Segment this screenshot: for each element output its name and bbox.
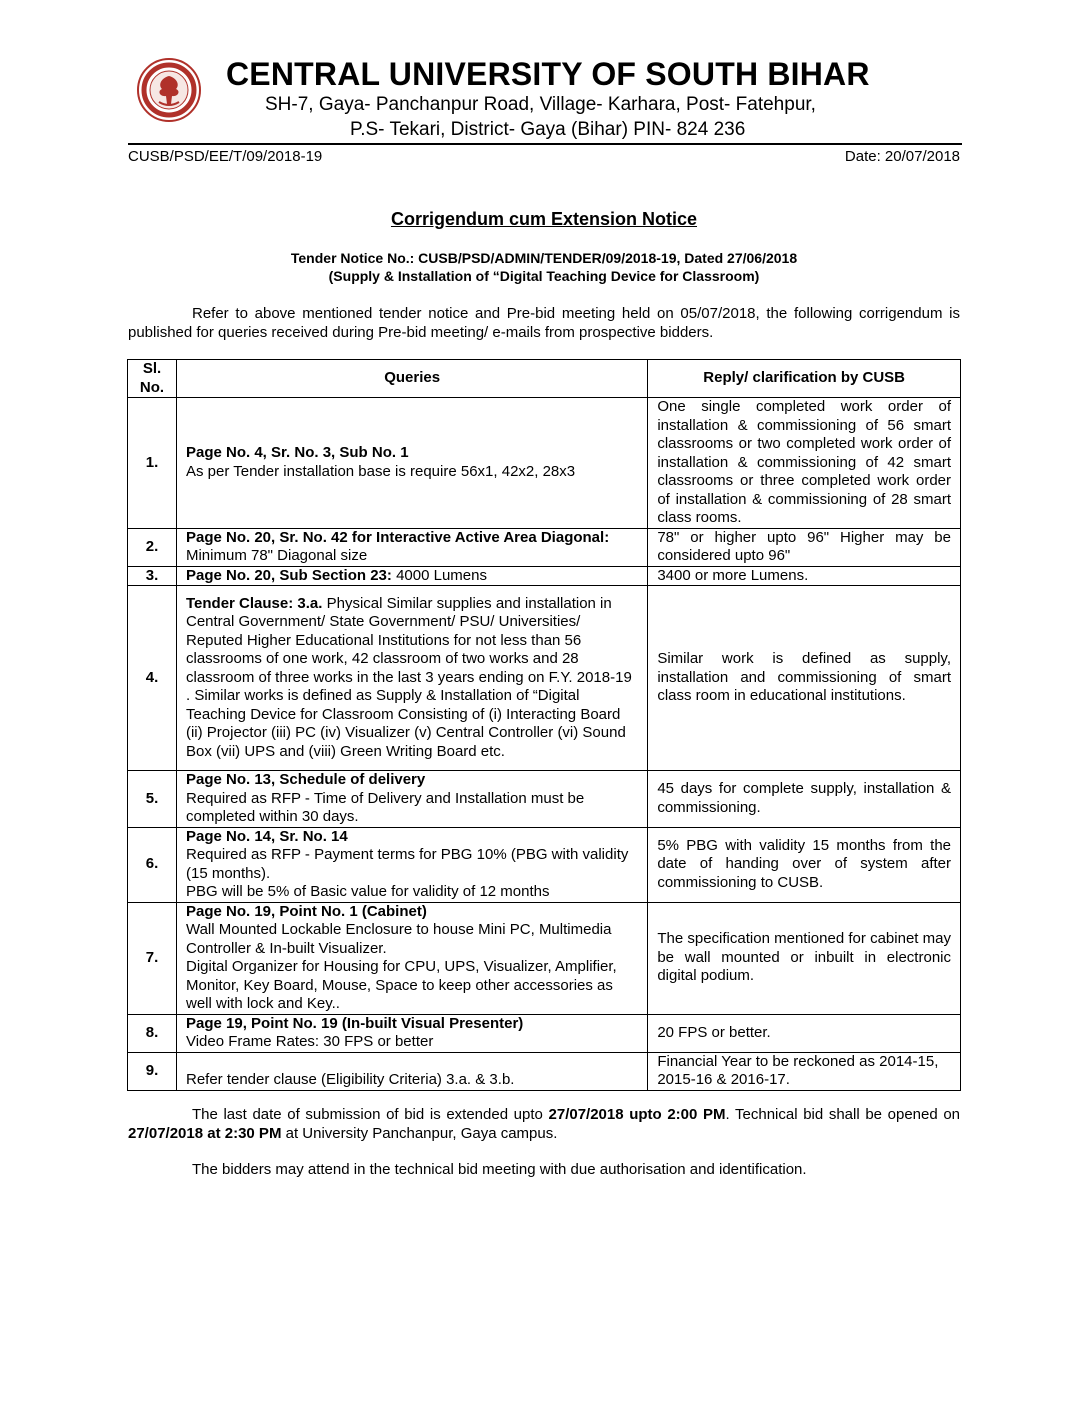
query-heading: Page No. 20, Sr. No. 42 for Interactive Active Area Diagonal: bbox=[185, 528, 610, 546]
query-heading: Tender Clause: 3.a. bbox=[185, 594, 323, 612]
row-query bbox=[176, 1014, 647, 1052]
notice-title: Corrigendum cum Extension Notice bbox=[390, 209, 698, 229]
query-heading: Page 19, Point No. 19 (In-built Visual Presenter) bbox=[185, 1014, 524, 1032]
row-query bbox=[176, 566, 647, 586]
row-reply: 45 days for complete supply, installation & commissioning. bbox=[648, 771, 961, 828]
table-row bbox=[128, 528, 961, 566]
row-reply: Financial Year to be reckoned as 2014-15, 2015-16 & 2016-17. bbox=[648, 1052, 961, 1090]
header-sl-no: Sl. No. bbox=[128, 360, 177, 398]
row-sl-no: 6. bbox=[128, 827, 177, 902]
query-text: Wall Mounted Lockable Enclosure to house Mini PC, Multimedia Controller & In-built Visualizer. bbox=[185, 921, 612, 957]
header-queries: Queries bbox=[176, 360, 647, 398]
query-text: As per Tender installation base is require 56x1, 42x2, 28x3 bbox=[185, 462, 576, 480]
table-row bbox=[128, 566, 961, 586]
submission-deadline: 27/07/2018 upto 2:00 PM bbox=[548, 1106, 726, 1123]
query-text: Refer tender clause (Eligibility Criteria) 3.a. & 3.b. bbox=[185, 1071, 515, 1088]
intro-paragraph: Refer to above mentioned tender notice and Pre-bid meeting held on 05/07/2018, the following corrigendum is published for queries received during Pre-bid meeting/ e-mails from prospective bidders. bbox=[128, 305, 960, 341]
table-row bbox=[128, 771, 961, 828]
notice-date: Date: 20/07/2018 bbox=[844, 148, 960, 165]
final-note: The bidders may attend in the technical bid meeting with due authorisation and identification. bbox=[192, 1161, 807, 1178]
row-reply: 3400 or more Lumens. bbox=[648, 566, 961, 586]
queries-table bbox=[127, 359, 961, 1091]
table-header-row bbox=[128, 360, 961, 398]
row-sl-no: 4. bbox=[128, 586, 177, 771]
row-reply: 5% PBG with validity 15 months from the date of handing over of system after commissioning to CUSB. bbox=[648, 827, 961, 902]
query-heading: Page No. 20, Sub Section 23: bbox=[185, 566, 392, 584]
table-row bbox=[128, 902, 961, 1014]
university-seal-icon bbox=[137, 58, 201, 122]
query-heading: Page No. 19, Point No. 1 (Cabinet) bbox=[185, 902, 427, 920]
query-text: Digital Organizer for Housing for CPU, UPS, Visualizer, Amplifier, Monitor, Key Board, Mouse, Space to keep other accessories as well with lock and Key.. bbox=[185, 958, 617, 1012]
table-row bbox=[128, 1052, 961, 1090]
query-heading: Page No. 14, Sr. No. 14 bbox=[185, 827, 348, 845]
row-reply: 20 FPS or better. bbox=[648, 1014, 961, 1052]
row-sl-no: 3. bbox=[128, 566, 177, 586]
reference-number: CUSB/PSD/EE/T/09/2018-19 bbox=[128, 148, 323, 165]
table-row bbox=[128, 398, 961, 529]
query-text: 4000 Lumens bbox=[396, 566, 487, 584]
table-row bbox=[128, 1014, 961, 1052]
row-sl-no: 7. bbox=[128, 902, 177, 1014]
technical-bid-opening: 27/07/2018 at 2:30 PM bbox=[128, 1125, 282, 1142]
header-divider bbox=[128, 143, 962, 145]
address-line-2: P.S- Tekari, District- Gaya (Bihar) PIN- 824 236 bbox=[350, 119, 746, 140]
row-query bbox=[176, 827, 647, 902]
row-reply: 78" or higher upto 96" Higher may be considered upto 96" bbox=[648, 528, 961, 566]
query-heading: Page No. 13, Schedule of delivery bbox=[185, 771, 426, 788]
address-line-1: SH-7, Gaya- Panchanpur Road, Village- Karhara, Post- Fatehpur, bbox=[265, 94, 816, 115]
row-query bbox=[176, 398, 647, 529]
tender-subject: (Supply & Installation of “Digital Teaching Device for Classroom) bbox=[328, 268, 760, 284]
table-row bbox=[128, 827, 961, 902]
table-row bbox=[128, 586, 961, 771]
closing-paragraph: The last date of submission of bid is extended upto 27/07/2018 upto 2:00 PM. Technical bid shall be opened on 27/07/2018 at 2:30 PM at University Panchanpur, Gaya campus. bbox=[128, 1106, 961, 1142]
row-query bbox=[176, 586, 647, 771]
header-reply: Reply/ clarification by CUSB bbox=[648, 360, 961, 398]
row-sl-no: 8. bbox=[128, 1014, 177, 1052]
query-heading: Page No. 4, Sr. No. 3, Sub No. 1 bbox=[185, 444, 409, 462]
row-sl-no: 5. bbox=[128, 771, 177, 828]
row-query bbox=[176, 902, 647, 1014]
row-reply: One single completed work order of installation & commissioning of 56 smart classrooms or two completed work order of installation & commissioning of 42 smart classrooms or three completed work order of installation & commissioning of 28 smart class rooms. bbox=[648, 398, 961, 529]
query-text: PBG will be 5% of Basic value for validity of 12 months bbox=[185, 883, 550, 900]
query-text: Required as RFP - Payment terms for PBG 10% (PBG with validity (15 months). bbox=[185, 846, 629, 882]
query-text: Minimum 78" Diagonal size bbox=[185, 547, 368, 564]
row-sl-no: 9. bbox=[128, 1052, 177, 1090]
query-text: Video Frame Rates: 30 FPS or better bbox=[185, 1033, 434, 1050]
tender-notice-number: Tender Notice No.: CUSB/PSD/ADMIN/TENDER/09/2018-19, Dated 27/06/2018 bbox=[290, 250, 798, 266]
row-reply: Similar work is defined as supply, installation and commissioning of smart class room in educational institutions. bbox=[648, 586, 961, 771]
row-query bbox=[176, 1052, 647, 1090]
query-text: Required as RFP - Time of Delivery and Installation must be completed within 30 days. bbox=[185, 789, 585, 825]
university-name: CENTRAL UNIVERSITY OF SOUTH BIHAR bbox=[226, 56, 870, 92]
row-reply: The specification mentioned for cabinet may be wall mounted or inbuilt in electronic digital podium. bbox=[648, 902, 961, 1014]
row-query bbox=[176, 528, 647, 566]
row-sl-no: 1. bbox=[128, 398, 177, 529]
row-query bbox=[176, 771, 647, 828]
row-sl-no: 2. bbox=[128, 528, 177, 566]
query-text: Physical Similar supplies and installation in Central Government/ State Government/ PSU/ Universities/ Reputed Higher Educational Institutions for not less than 56 classrooms of one work, 42 classroom of two works and 28 classroom of three works in the last 3 years ending on F.Y. 2018-19 . Similar works is defined as Supply & Installation of “Digital Teaching Device for Classroom Consisting of (i) Interacting Board (ii) Projector (iii) PC (iv) Visualizer (v) Central Controller (vi) Sound Box (vii) UPS and (viii) Green Writing Board etc. bbox=[185, 594, 632, 760]
